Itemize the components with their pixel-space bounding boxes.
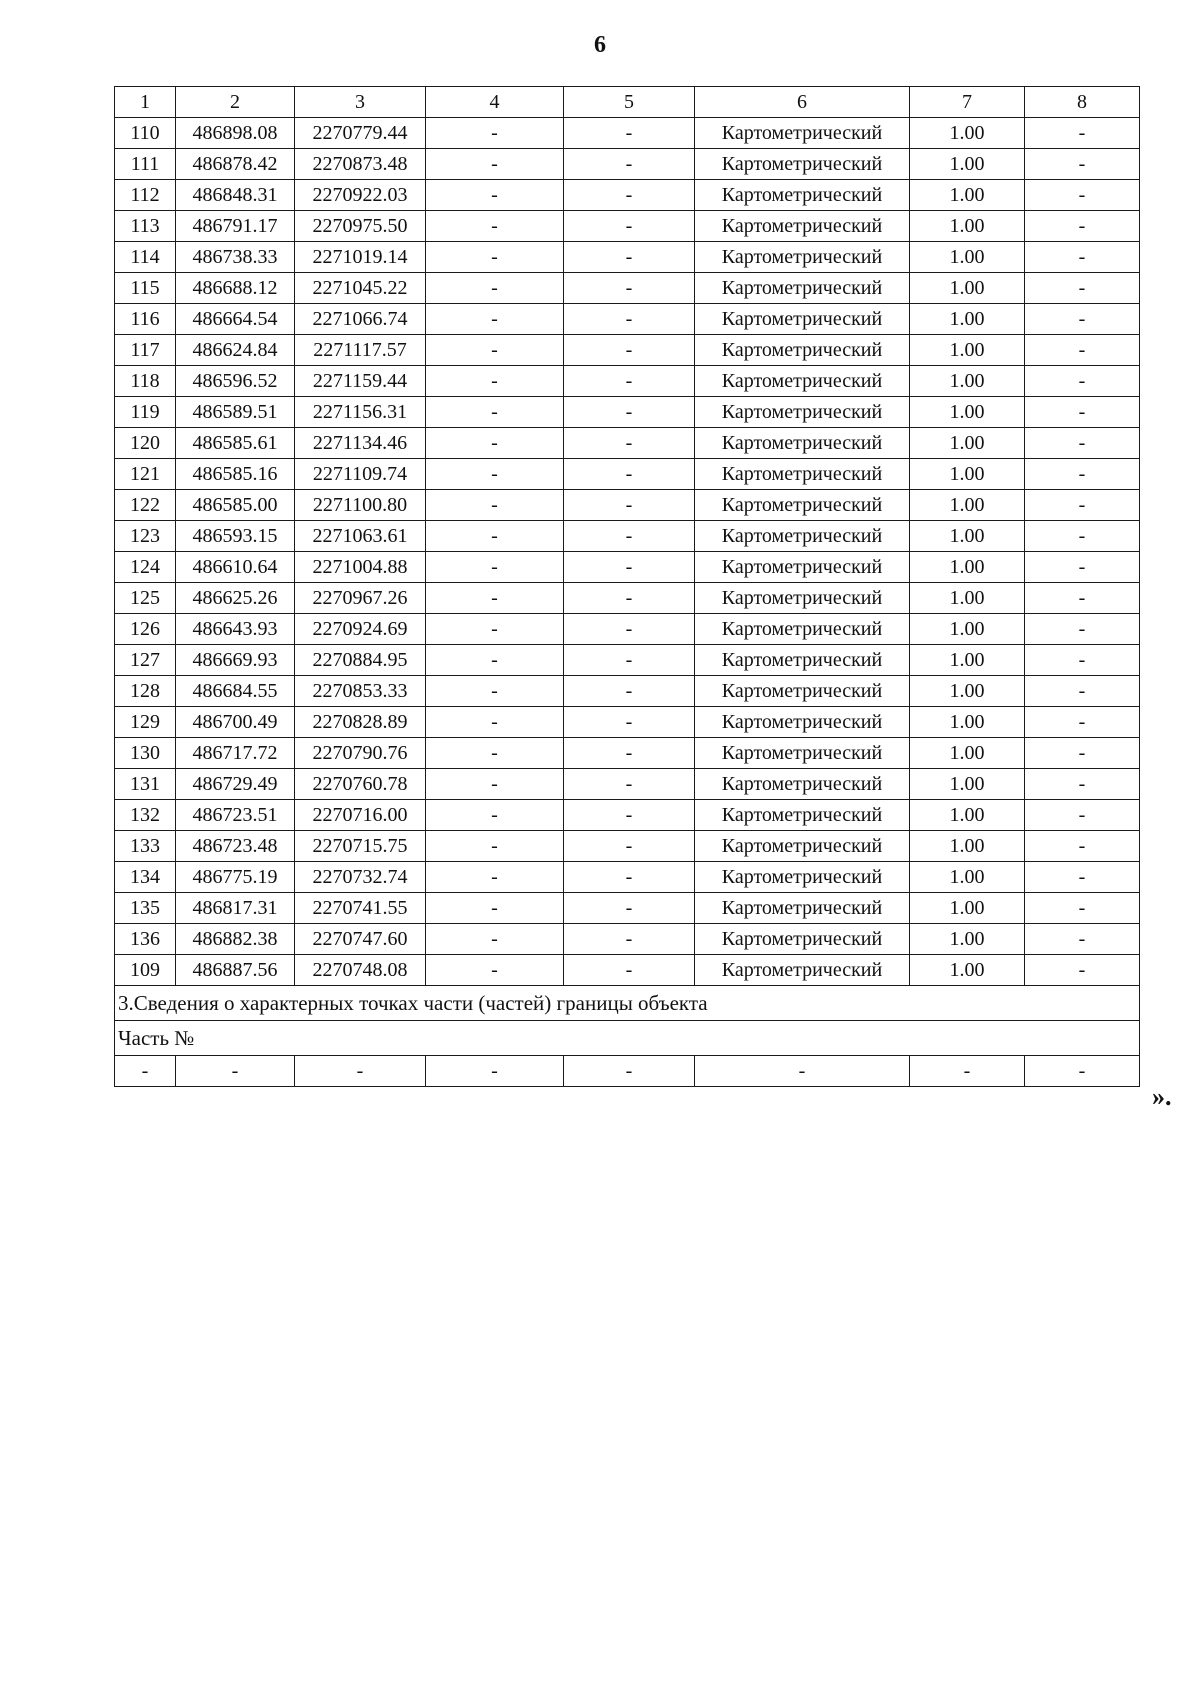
header-cell: 8 <box>1025 87 1140 118</box>
table-cell: Картометрический <box>695 862 910 893</box>
table-cell: 2270732.74 <box>295 862 426 893</box>
point-number-cell: 114 <box>115 242 176 273</box>
table-cell: - <box>564 242 695 273</box>
table-cell: 1.00 <box>910 490 1025 521</box>
table-cell: 2270884.95 <box>295 645 426 676</box>
table-row <box>115 273 1140 304</box>
table-cell: Картометрический <box>695 738 910 769</box>
table-cell: 2271109.74 <box>295 459 426 490</box>
table-cell: 486585.61 <box>176 428 295 459</box>
table-cell: - <box>426 428 564 459</box>
table-row <box>115 397 1140 428</box>
header-cell: 1 <box>115 87 176 118</box>
table-row <box>115 614 1140 645</box>
table-row <box>115 459 1140 490</box>
point-number-cell: 134 <box>115 862 176 893</box>
table-cell: - <box>1025 335 1140 366</box>
table-cell: 1.00 <box>910 955 1025 986</box>
table-row <box>115 645 1140 676</box>
table-cell: - <box>1025 614 1140 645</box>
table-row <box>115 831 1140 862</box>
table-cell: - <box>426 366 564 397</box>
table-cell: - <box>1025 428 1140 459</box>
table-cell: - <box>426 1056 564 1087</box>
table-row <box>115 118 1140 149</box>
table-cell: 486585.00 <box>176 490 295 521</box>
table-cell: 2270760.78 <box>295 769 426 800</box>
table-cell: 1.00 <box>910 924 1025 955</box>
table-row <box>115 552 1140 583</box>
table-cell: 1.00 <box>910 676 1025 707</box>
table-cell: - <box>564 211 695 242</box>
table-row <box>115 924 1140 955</box>
table-row <box>115 893 1140 924</box>
point-number-cell: 112 <box>115 180 176 211</box>
table-cell: - <box>564 645 695 676</box>
table-cell: 2270779.44 <box>295 118 426 149</box>
table-cell: - <box>426 180 564 211</box>
table-cell: 2270975.50 <box>295 211 426 242</box>
table-cell: 2270828.89 <box>295 707 426 738</box>
table-cell: - <box>1025 180 1140 211</box>
table-cell: - <box>564 955 695 986</box>
table-cell: - <box>564 335 695 366</box>
table-cell: 486624.84 <box>176 335 295 366</box>
table-cell: - <box>1025 552 1140 583</box>
table-cell: - <box>564 893 695 924</box>
table-cell: 486723.51 <box>176 800 295 831</box>
table-cell: 2270922.03 <box>295 180 426 211</box>
table-cell: - <box>1025 490 1140 521</box>
table-cell: Картометрический <box>695 676 910 707</box>
table-cell: 486878.42 <box>176 149 295 180</box>
table-cell: 1.00 <box>910 118 1025 149</box>
table-cell: 486684.55 <box>176 676 295 707</box>
table-cell: - <box>426 211 564 242</box>
table-cell: - <box>426 552 564 583</box>
table-cell: 486688.12 <box>176 273 295 304</box>
table-cell: 2270790.76 <box>295 738 426 769</box>
table-cell: 486669.93 <box>176 645 295 676</box>
point-number-cell: 125 <box>115 583 176 614</box>
coordinates-table <box>114 86 1140 1087</box>
table-cell: Картометрический <box>695 583 910 614</box>
table-cell: - <box>1025 1056 1140 1087</box>
header-cell: 3 <box>295 87 426 118</box>
table-cell: - <box>564 521 695 552</box>
table-cell: Картометрический <box>695 924 910 955</box>
table-cell: - <box>564 831 695 862</box>
table-cell: 1.00 <box>910 521 1025 552</box>
table-cell: - <box>1025 924 1140 955</box>
point-number-cell: 132 <box>115 800 176 831</box>
table-cell: 1.00 <box>910 459 1025 490</box>
point-number-cell: 131 <box>115 769 176 800</box>
table-cell: - <box>426 862 564 893</box>
table-cell: - <box>426 831 564 862</box>
point-number-cell: 124 <box>115 552 176 583</box>
table-cell: 486775.19 <box>176 862 295 893</box>
table-cell: 2270715.75 <box>295 831 426 862</box>
table-cell: - <box>1025 676 1140 707</box>
table-cell: - <box>564 583 695 614</box>
table-cell: 486738.33 <box>176 242 295 273</box>
table-cell: - <box>426 583 564 614</box>
table-cell: - <box>564 614 695 645</box>
point-number-cell: 113 <box>115 211 176 242</box>
table-cell: - <box>564 1056 695 1087</box>
table-cell: 1.00 <box>910 304 1025 335</box>
table-cell: - <box>1025 583 1140 614</box>
table-cell: 2270748.08 <box>295 955 426 986</box>
table-cell: 2270853.33 <box>295 676 426 707</box>
table-cell: 1.00 <box>910 893 1025 924</box>
table-cell: - <box>426 645 564 676</box>
table-row <box>115 335 1140 366</box>
table-cell: Картометрический <box>695 273 910 304</box>
point-number-cell: 128 <box>115 676 176 707</box>
table-cell: - <box>426 459 564 490</box>
table-cell: Картометрический <box>695 955 910 986</box>
table-cell: Картометрический <box>695 614 910 645</box>
table-cell: - <box>1025 955 1140 986</box>
table-cell: 486898.08 <box>176 118 295 149</box>
table-cell: 1.00 <box>910 862 1025 893</box>
closing-quote-mark: ». <box>1152 1082 1172 1111</box>
table-cell: - <box>295 1056 426 1087</box>
table-cell: - <box>1025 707 1140 738</box>
point-number-cell: 126 <box>115 614 176 645</box>
table-cell: 2271100.80 <box>295 490 426 521</box>
table-cell: - <box>1025 149 1140 180</box>
table-row <box>115 428 1140 459</box>
table-cell: Картометрический <box>695 335 910 366</box>
point-number-cell: 115 <box>115 273 176 304</box>
table-cell: 1.00 <box>910 552 1025 583</box>
table-cell: - <box>176 1056 295 1087</box>
table-cell: 2271156.31 <box>295 397 426 428</box>
table-cell: - <box>564 862 695 893</box>
table-cell: Картометрический <box>695 521 910 552</box>
table-cell: Картометрический <box>695 180 910 211</box>
table-cell: - <box>426 893 564 924</box>
table-cell: - <box>426 118 564 149</box>
point-number-cell: 111 <box>115 149 176 180</box>
table-cell: 1.00 <box>910 211 1025 242</box>
table-cell: 486585.16 <box>176 459 295 490</box>
table-cell: - <box>564 769 695 800</box>
table-cell: 1.00 <box>910 273 1025 304</box>
table-row <box>115 583 1140 614</box>
table-cell: 2271066.74 <box>295 304 426 335</box>
point-number-cell: 110 <box>115 118 176 149</box>
table-cell: Картометрический <box>695 893 910 924</box>
point-number-cell: 133 <box>115 831 176 862</box>
header-cell: 6 <box>695 87 910 118</box>
table-row <box>115 490 1140 521</box>
table-cell: - <box>564 366 695 397</box>
table-cell: 486625.26 <box>176 583 295 614</box>
table-cell: 486700.49 <box>176 707 295 738</box>
table-cell: - <box>564 459 695 490</box>
table-cell: - <box>426 335 564 366</box>
table-cell: - <box>426 924 564 955</box>
table-cell: 1.00 <box>910 335 1025 366</box>
table-cell: - <box>564 273 695 304</box>
table-cell: - <box>564 924 695 955</box>
table-cell: 2271004.88 <box>295 552 426 583</box>
table-row <box>115 180 1140 211</box>
table-cell: - <box>564 180 695 211</box>
table-cell: - <box>564 738 695 769</box>
table-cell: - <box>1025 893 1140 924</box>
point-number-cell: 122 <box>115 490 176 521</box>
point-number-cell: 136 <box>115 924 176 955</box>
section-title: 3.Сведения о характерных точках части (частей) границы объекта <box>115 986 1140 1021</box>
table-row <box>115 149 1140 180</box>
table-cell: - <box>695 1056 910 1087</box>
table-cell: 1.00 <box>910 738 1025 769</box>
table-cell: - <box>1025 645 1140 676</box>
table-cell: - <box>564 707 695 738</box>
table-row <box>115 769 1140 800</box>
table-cell: - <box>1025 242 1140 273</box>
table-cell: 1.00 <box>910 180 1025 211</box>
table-cell: - <box>426 273 564 304</box>
table-cell: Картометрический <box>695 831 910 862</box>
table-cell: - <box>1025 738 1140 769</box>
table-cell: - <box>1025 273 1140 304</box>
table-cell: 2271045.22 <box>295 273 426 304</box>
table-row <box>115 676 1140 707</box>
table-cell: 486791.17 <box>176 211 295 242</box>
table-cell: 486882.38 <box>176 924 295 955</box>
table-cell: 2271063.61 <box>295 521 426 552</box>
table-cell: - <box>426 676 564 707</box>
table-cell: 1.00 <box>910 831 1025 862</box>
header-cell: 7 <box>910 87 1025 118</box>
table-cell: 1.00 <box>910 800 1025 831</box>
table-cell: Картометрический <box>695 459 910 490</box>
table-cell: 2271134.46 <box>295 428 426 459</box>
table-cell: Картометрический <box>695 552 910 583</box>
table-cell: - <box>426 149 564 180</box>
header-cell: 2 <box>176 87 295 118</box>
table-cell: 1.00 <box>910 583 1025 614</box>
header-row <box>115 87 1140 118</box>
table-cell: - <box>1025 800 1140 831</box>
table-cell: 1.00 <box>910 428 1025 459</box>
table-row <box>115 366 1140 397</box>
table-cell: Картометрический <box>695 242 910 273</box>
table-cell: - <box>1025 397 1140 428</box>
table-cell: Картометрический <box>695 366 910 397</box>
table-cell: - <box>1025 862 1140 893</box>
table-row <box>115 862 1140 893</box>
table-cell: 486729.49 <box>176 769 295 800</box>
table-cell: - <box>1025 459 1140 490</box>
table-cell: - <box>564 428 695 459</box>
point-number-cell: 109 <box>115 955 176 986</box>
table-cell: - <box>426 769 564 800</box>
table-cell: - <box>426 955 564 986</box>
point-number-cell: 120 <box>115 428 176 459</box>
table-cell: 1.00 <box>910 366 1025 397</box>
table-cell: 1.00 <box>910 397 1025 428</box>
section-title-row <box>115 986 1140 1021</box>
table-cell: - <box>564 552 695 583</box>
table-cell: Картометрический <box>695 397 910 428</box>
table-cell: - <box>426 614 564 645</box>
table-cell: 2271019.14 <box>295 242 426 273</box>
empty-part-row <box>115 1056 1140 1087</box>
table-cell: - <box>426 800 564 831</box>
point-number-cell: 127 <box>115 645 176 676</box>
part-label-row <box>115 1021 1140 1056</box>
table-cell: - <box>564 304 695 335</box>
table-cell: - <box>426 707 564 738</box>
table-cell: Картометрический <box>695 118 910 149</box>
table-cell: Картометрический <box>695 211 910 242</box>
table-cell: Картометрический <box>695 490 910 521</box>
point-number-cell: 121 <box>115 459 176 490</box>
table-cell: - <box>1025 769 1140 800</box>
table-cell: 2271117.57 <box>295 335 426 366</box>
table-cell: 486887.56 <box>176 955 295 986</box>
table-cell: - <box>1025 366 1140 397</box>
page-number: 6 <box>594 32 606 58</box>
table-cell: - <box>426 521 564 552</box>
table-cell: 2270741.55 <box>295 893 426 924</box>
point-number-cell: 135 <box>115 893 176 924</box>
table-cell: Картометрический <box>695 800 910 831</box>
table-cell: - <box>1025 211 1140 242</box>
table-cell: 1.00 <box>910 149 1025 180</box>
table-cell: 2270716.00 <box>295 800 426 831</box>
table-cell: - <box>564 149 695 180</box>
point-number-cell: 129 <box>115 707 176 738</box>
table-cell: 1.00 <box>910 645 1025 676</box>
table-cell: 486723.48 <box>176 831 295 862</box>
table-cell: - <box>1025 521 1140 552</box>
table-row <box>115 707 1140 738</box>
point-number-cell: 118 <box>115 366 176 397</box>
table-cell: 2270747.60 <box>295 924 426 955</box>
table-cell: 486589.51 <box>176 397 295 428</box>
table-cell: 1.00 <box>910 707 1025 738</box>
table-cell: - <box>564 676 695 707</box>
table-cell: - <box>564 800 695 831</box>
table-cell: 486848.31 <box>176 180 295 211</box>
table-cell: 486593.15 <box>176 521 295 552</box>
table-cell: - <box>910 1056 1025 1087</box>
table-cell: - <box>564 118 695 149</box>
table-row <box>115 304 1140 335</box>
header-cell: 4 <box>426 87 564 118</box>
table-cell: 2270924.69 <box>295 614 426 645</box>
table-cell: Картометрический <box>695 428 910 459</box>
table-row <box>115 211 1140 242</box>
table-cell: 2270873.48 <box>295 149 426 180</box>
table-cell: Картометрический <box>695 707 910 738</box>
table-cell: 486643.93 <box>176 614 295 645</box>
table-cell: - <box>426 490 564 521</box>
table-cell: - <box>426 304 564 335</box>
table-cell: - <box>426 242 564 273</box>
table-cell: 486664.54 <box>176 304 295 335</box>
point-number-cell: 117 <box>115 335 176 366</box>
table-cell: - <box>1025 304 1140 335</box>
table-cell: - <box>426 397 564 428</box>
table-cell: Картометрический <box>695 304 910 335</box>
table-cell: 486596.52 <box>176 366 295 397</box>
part-label: Часть № <box>115 1021 1140 1056</box>
table-cell: - <box>426 738 564 769</box>
table-cell: - <box>564 490 695 521</box>
table-row <box>115 955 1140 986</box>
table-cell: Картометрический <box>695 645 910 676</box>
header-cell: 5 <box>564 87 695 118</box>
table-cell: 1.00 <box>910 614 1025 645</box>
table-cell: 1.00 <box>910 242 1025 273</box>
table-row <box>115 521 1140 552</box>
table-cell: - <box>1025 831 1140 862</box>
point-number-cell: 119 <box>115 397 176 428</box>
table-cell: 2271159.44 <box>295 366 426 397</box>
table-cell: 486610.64 <box>176 552 295 583</box>
table-row <box>115 800 1140 831</box>
table-cell: Картометрический <box>695 149 910 180</box>
point-number-cell: 123 <box>115 521 176 552</box>
table-body <box>115 87 1140 1087</box>
table-cell: 1.00 <box>910 769 1025 800</box>
table-cell: 486717.72 <box>176 738 295 769</box>
table-cell: - <box>1025 118 1140 149</box>
table-cell: Картометрический <box>695 769 910 800</box>
table-cell: - <box>564 397 695 428</box>
table-cell: - <box>115 1056 176 1087</box>
point-number-cell: 130 <box>115 738 176 769</box>
point-number-cell: 116 <box>115 304 176 335</box>
table-row <box>115 738 1140 769</box>
table-cell: 2270967.26 <box>295 583 426 614</box>
table-row <box>115 242 1140 273</box>
table-cell: 486817.31 <box>176 893 295 924</box>
